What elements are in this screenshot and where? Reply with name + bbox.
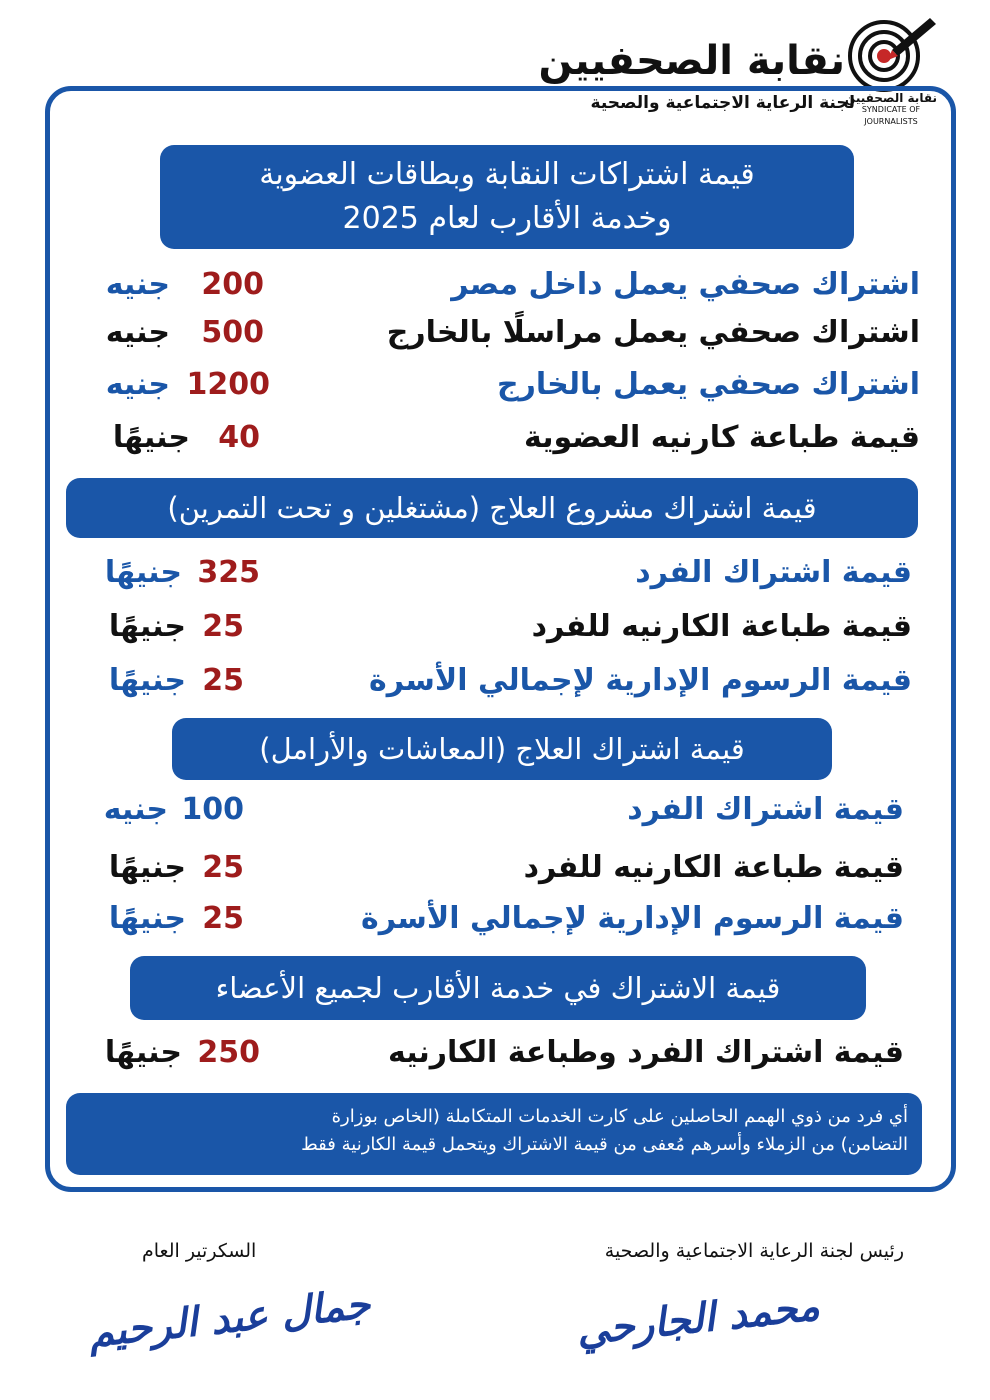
fee-amount: 325 [197, 555, 260, 590]
secretary-signature: جمال عبد الرحيم [86, 1280, 373, 1357]
note-line-1: أي فرد من ذوي الهمم الحاصلين على كارت الخدمات المتكاملة (الخاص بوزارة [331, 1106, 908, 1127]
fee-label: اشتراك صحفي يعمل مراسلًا بالخارج [386, 315, 920, 350]
fee-amount: 1200 [186, 367, 270, 402]
fee-amount: 100 [181, 792, 244, 827]
title-banner [160, 145, 854, 249]
logo-text-english: SYNDICATE OF JOURNALISTS [861, 105, 921, 126]
secretary-title: السكرتير العام [142, 1240, 257, 1262]
fee-row [60, 308, 920, 358]
exemption-note [66, 1093, 922, 1175]
fee-unit: جنيهًا [108, 901, 186, 936]
fee-unit: جنيهًا [108, 609, 186, 644]
fee-unit: جنيهًا [112, 420, 190, 455]
fee-label: قيمة طباعة الكارنيه للفرد [531, 609, 912, 644]
fee-row [60, 413, 920, 463]
fee-row [60, 360, 920, 410]
fee-unit: جنيه [105, 315, 170, 350]
fee-row [60, 894, 920, 944]
fee-label: قيمة الرسوم الإدارية لإجمالي الأسرة [361, 901, 904, 936]
fee-label: قيمة اشتراك الفرد وطباعة الكارنيه [388, 1035, 904, 1070]
fee-label: قيمة الرسوم الإدارية لإجمالي الأسرة [369, 663, 912, 698]
section-heading [130, 956, 866, 1020]
fee-label: اشتراك صحفي يعمل داخل مصر [451, 267, 920, 302]
fee-label: قيمة طباعة الكارنيه للفرد [523, 850, 904, 885]
section-heading [66, 478, 918, 538]
fee-amount: 40 [218, 420, 260, 455]
fee-unit: جنيه [105, 367, 170, 402]
fee-unit: جنيه [103, 792, 168, 827]
fee-unit: جنيهًا [108, 850, 186, 885]
fee-unit: جنيه [105, 267, 170, 302]
title-line-2: وخدمة الأقارب لعام 2025 [342, 201, 672, 236]
fee-amount: 25 [202, 850, 244, 885]
fee-row [60, 1028, 920, 1078]
fee-row [60, 548, 920, 598]
fee-unit: جنيهًا [108, 663, 186, 698]
fee-amount: 25 [202, 901, 244, 936]
logo-text-arabic: نقابة الصحفيين [845, 91, 937, 105]
fee-row [60, 656, 920, 706]
committee-name: لجنة الرعاية الاجتماعية والصحية [590, 93, 855, 113]
section-heading-text: قيمة اشتراك مشروع العلاج (مشتغلين و تحت التمرين) [167, 491, 817, 525]
fee-label: اشتراك صحفي يعمل بالخارج [496, 367, 920, 402]
fee-unit: جنيهًا [104, 555, 182, 590]
org-name: نقابة الصحفيين [538, 38, 845, 84]
pen-target-icon [842, 14, 942, 94]
fee-label: قيمة طباعة كارنيه العضوية [524, 420, 920, 455]
fee-amount: 25 [202, 609, 244, 644]
section-heading [172, 718, 832, 780]
fee-row [60, 785, 920, 835]
fee-amount: 200 [201, 267, 264, 302]
fee-label: قيمة اشتراك الفرد [627, 792, 904, 827]
chair-title: رئيس لجنة الرعاية الاجتماعية والصحية [604, 1240, 904, 1262]
fee-amount: 25 [202, 663, 244, 698]
fee-amount: 500 [201, 315, 264, 350]
section-heading-text: قيمة اشتراك العلاج (المعاشات والأرامل) [259, 732, 745, 766]
fee-row [60, 843, 920, 893]
fee-label: قيمة اشتراك الفرد [635, 555, 912, 590]
chair-signature: محمد الجارحي [574, 1282, 822, 1355]
section-heading-text: قيمة الاشتراك في خدمة الأقارب لجميع الأعضاء [215, 971, 781, 1005]
fee-unit: جنيهًا [104, 1035, 182, 1070]
fee-row [60, 602, 920, 652]
fee-row [60, 260, 920, 310]
note-line-2: التضامن) من الزملاء وأسرهم مُعفى من قيمة الاشتراك ويتحمل قيمة الكارنية فقط [301, 1134, 908, 1155]
title-line-1: قيمة اشتراكات النقابة وبطاقات العضوية [259, 157, 755, 192]
fee-amount: 250 [197, 1035, 260, 1070]
